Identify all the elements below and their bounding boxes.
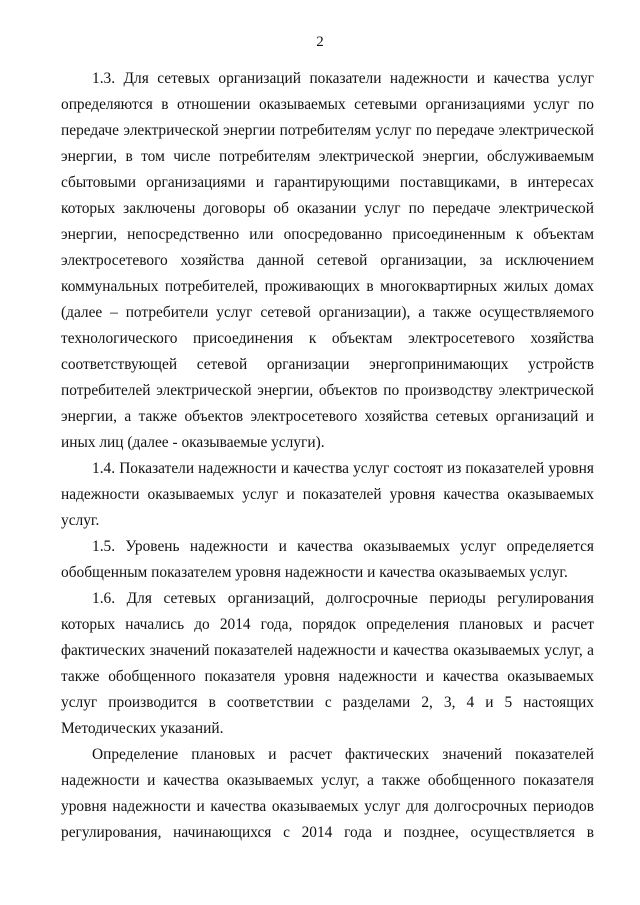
paragraph-1-3: 1.3. Для сетевых организаций показатели надежности и качества услуг определяются в отношении оказываемых сетевыми организациями услуг по передаче электрической энергии потребителям услуг по передаче электрической энергии, в том числе потребителям электрической энергии, обслуживаемым сбытовыми организациями и гарантирующими поставщиками, в интересах которых заключены договоры об оказании услуг по передаче электрической энергии, непосредственно или опосредованно присоединенным к объектам электросетевого хозяйства данной сетевой организации, за исключением коммунальных потребителей, проживающих в многоквартирных жилых домах (далее – потребители услуг сетевой организации), а также осуществляемого технологического присоединения к объектам электросетевого хозяйства соответствующей сетевой организации энергопринимающих устройств потребителей электрической энергии, объектов по производству электрической энергии, а также объектов электросетевого хозяйства сетевых организаций и иных лиц (далее - оказываемые услуги). — [61, 70, 594, 451]
paragraph-1-5: 1.5. Уровень надежности и качества оказываемых услуг определяется обобщенным показателем уровня надежности и качества оказываемых услуг. — [61, 538, 594, 581]
paragraph-determination: Определение плановых и расчет фактических значений показателей надежности и качества оказываемых услуг, а также обобщенного показателя уровня надежности и качества оказываемых услуг для долгосрочных периодов регулирования, начинающихся с 2014 года и позднее, осуществляется в — [61, 746, 594, 841]
page-number: 2 — [316, 34, 324, 50]
document-body — [61, 66, 594, 846]
paragraph-1-6: 1.6. Для сетевых организаций, долгосрочные периоды регулирования которых начались до 2014 года, порядок определения плановых и расчет фактических значений показателей надежности и качества оказываемых услуг, а также обобщенного показателя уровня надежности и качества оказываемых услуг производится в соответствии с разделами 2, 3, 4 и 5 настоящих Методических указаний. — [61, 590, 594, 737]
paragraph-1-4: 1.4. Показатели надежности и качества услуг состоят из показателей уровня надежности оказываемых услуг и показателей уровня качества оказываемых услуг. — [61, 460, 594, 529]
